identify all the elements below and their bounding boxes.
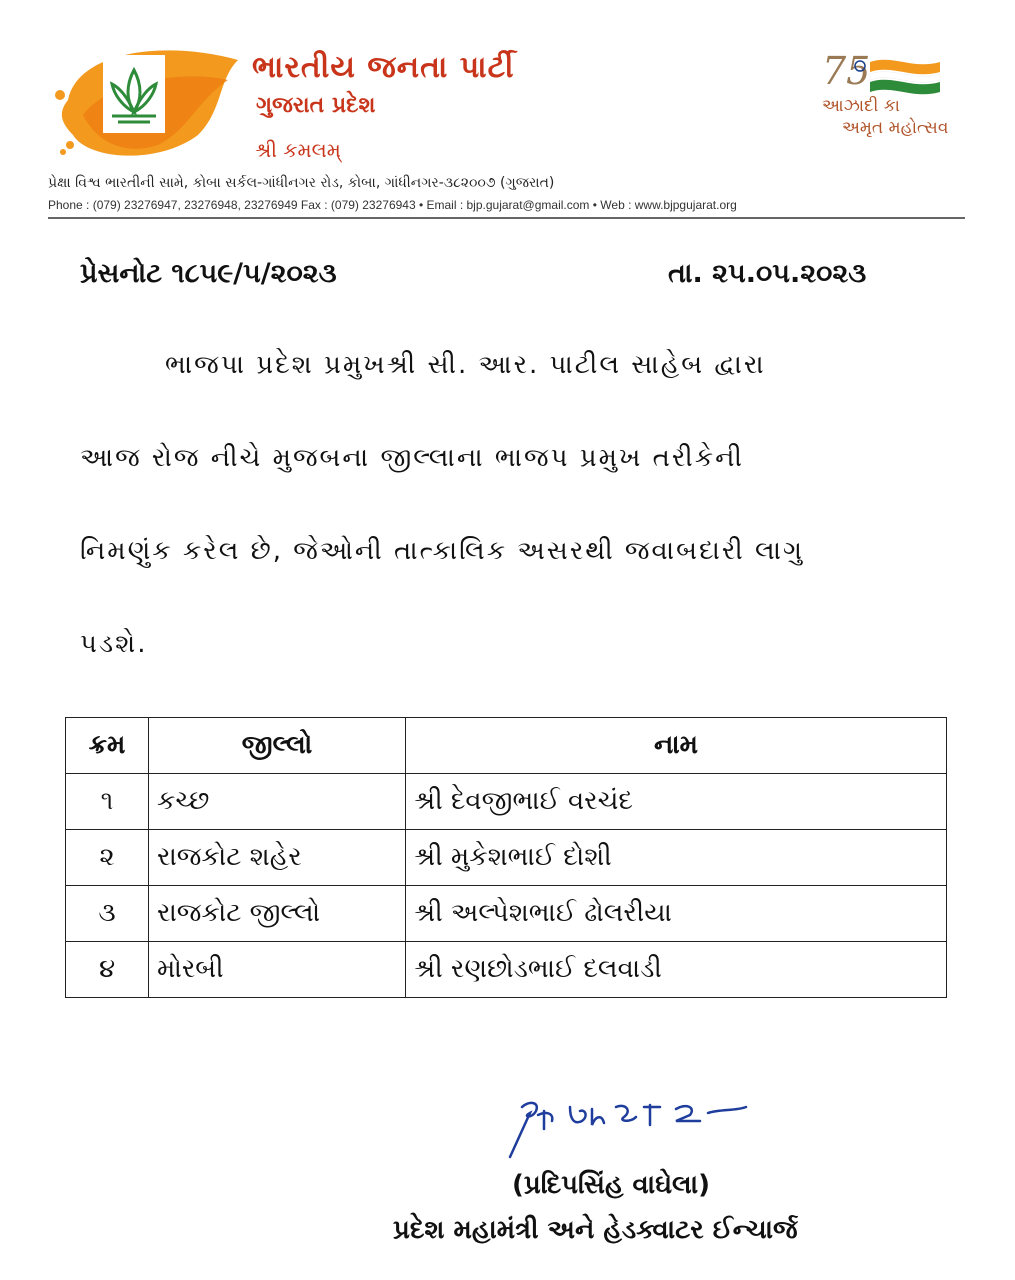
table-row: [66, 774, 947, 830]
headquarters-name: શ્રી કમલમ્: [255, 138, 341, 162]
row-name: શ્રી મુકેશભાઈ દોશી: [406, 830, 947, 886]
signatory-title: પ્રદેશ મહામંત્રી અને હેડક્વાટર ઈન્ચાર્જ: [393, 1215, 798, 1245]
press-note-date: તા. ૨૫.૦૫.૨૦૨૩: [668, 258, 867, 289]
row-district: રાજકોટ જીલ્લો: [149, 886, 406, 942]
body-line-4: પડશે.: [80, 629, 148, 659]
amrit-mahotsav-line1: આઝાદી કા: [822, 96, 900, 116]
header-serial: ક્રમ: [66, 718, 149, 774]
row-serial: ૩: [66, 886, 149, 942]
header-district: જીલ્લો: [149, 718, 406, 774]
letterhead-divider: [48, 217, 965, 219]
row-name: શ્રી અલ્પેશભાઈ ઢોલરીયા: [406, 886, 947, 942]
row-district: રાજકોટ શહેર: [149, 830, 406, 886]
table-row: [66, 830, 947, 886]
amrit-mahotsav-line2: અમૃત મહોત્સવ: [842, 118, 949, 138]
svg-text:75: 75: [822, 49, 871, 93]
row-name: શ્રી રણછોડભાઈ દલવાડી: [406, 942, 947, 998]
table-row: [66, 942, 947, 998]
row-name: શ્રી દેવજીભાઈ વરચંદ: [406, 774, 947, 830]
body-line-2: આજ રોજ નીચે મુજબના જીલ્લાના ભાજપ પ્રમુખ તરીકેની: [80, 443, 744, 473]
bjp-lotus-logo: [48, 40, 248, 165]
state-unit-name: ગુજરાત પ્રદેશ: [256, 93, 376, 118]
signatory-name: (પ્રદિપસિંહ વાઘેલા): [512, 1170, 710, 1200]
handwritten-signature: [500, 1085, 760, 1165]
press-note-number: પ્રેસનોટ ૧૮૫૯/૫/૨૦૨૩: [80, 258, 337, 289]
row-district: મોરબી: [149, 942, 406, 998]
header-name: નામ: [406, 718, 947, 774]
row-serial: ૪: [66, 942, 149, 998]
row-serial: ૧: [66, 774, 149, 830]
row-district: કચ્છ: [149, 774, 406, 830]
row-serial: ૨: [66, 830, 149, 886]
office-address: પ્રેક્ષા વિશ્વ ભારતીની સામે, કોબા સર્કલ-ગાંધીનગર રોડ, કોબા, ગાંધીનગર-૩૮૨૦૦૭ (ગુજરાત): [48, 175, 555, 191]
body-line-1: ભાજપા પ્રદેશ પ્રમુખશ્રી સી. આર. પાટીલ સાહેબ દ્વારા: [165, 350, 766, 380]
table-header-row: [66, 718, 947, 774]
letterhead: [0, 0, 1015, 225]
contact-details: Phone : (079) 23276947, 23276948, 23276949 Fax : (079) 23276943 • Email : bjp.gujarat@gmail.com • Web : www.bjpgujarat.org: [48, 198, 737, 212]
appointments-table: [65, 717, 947, 998]
party-name: ભારતીય જનતા પાર્ટી: [252, 50, 515, 85]
body-line-3: નિમણુંક કરેલ છે, જેઓની તાત્કાલિક અસરથી જવાબદારી લાગુ: [80, 536, 805, 566]
table-row: [66, 886, 947, 942]
